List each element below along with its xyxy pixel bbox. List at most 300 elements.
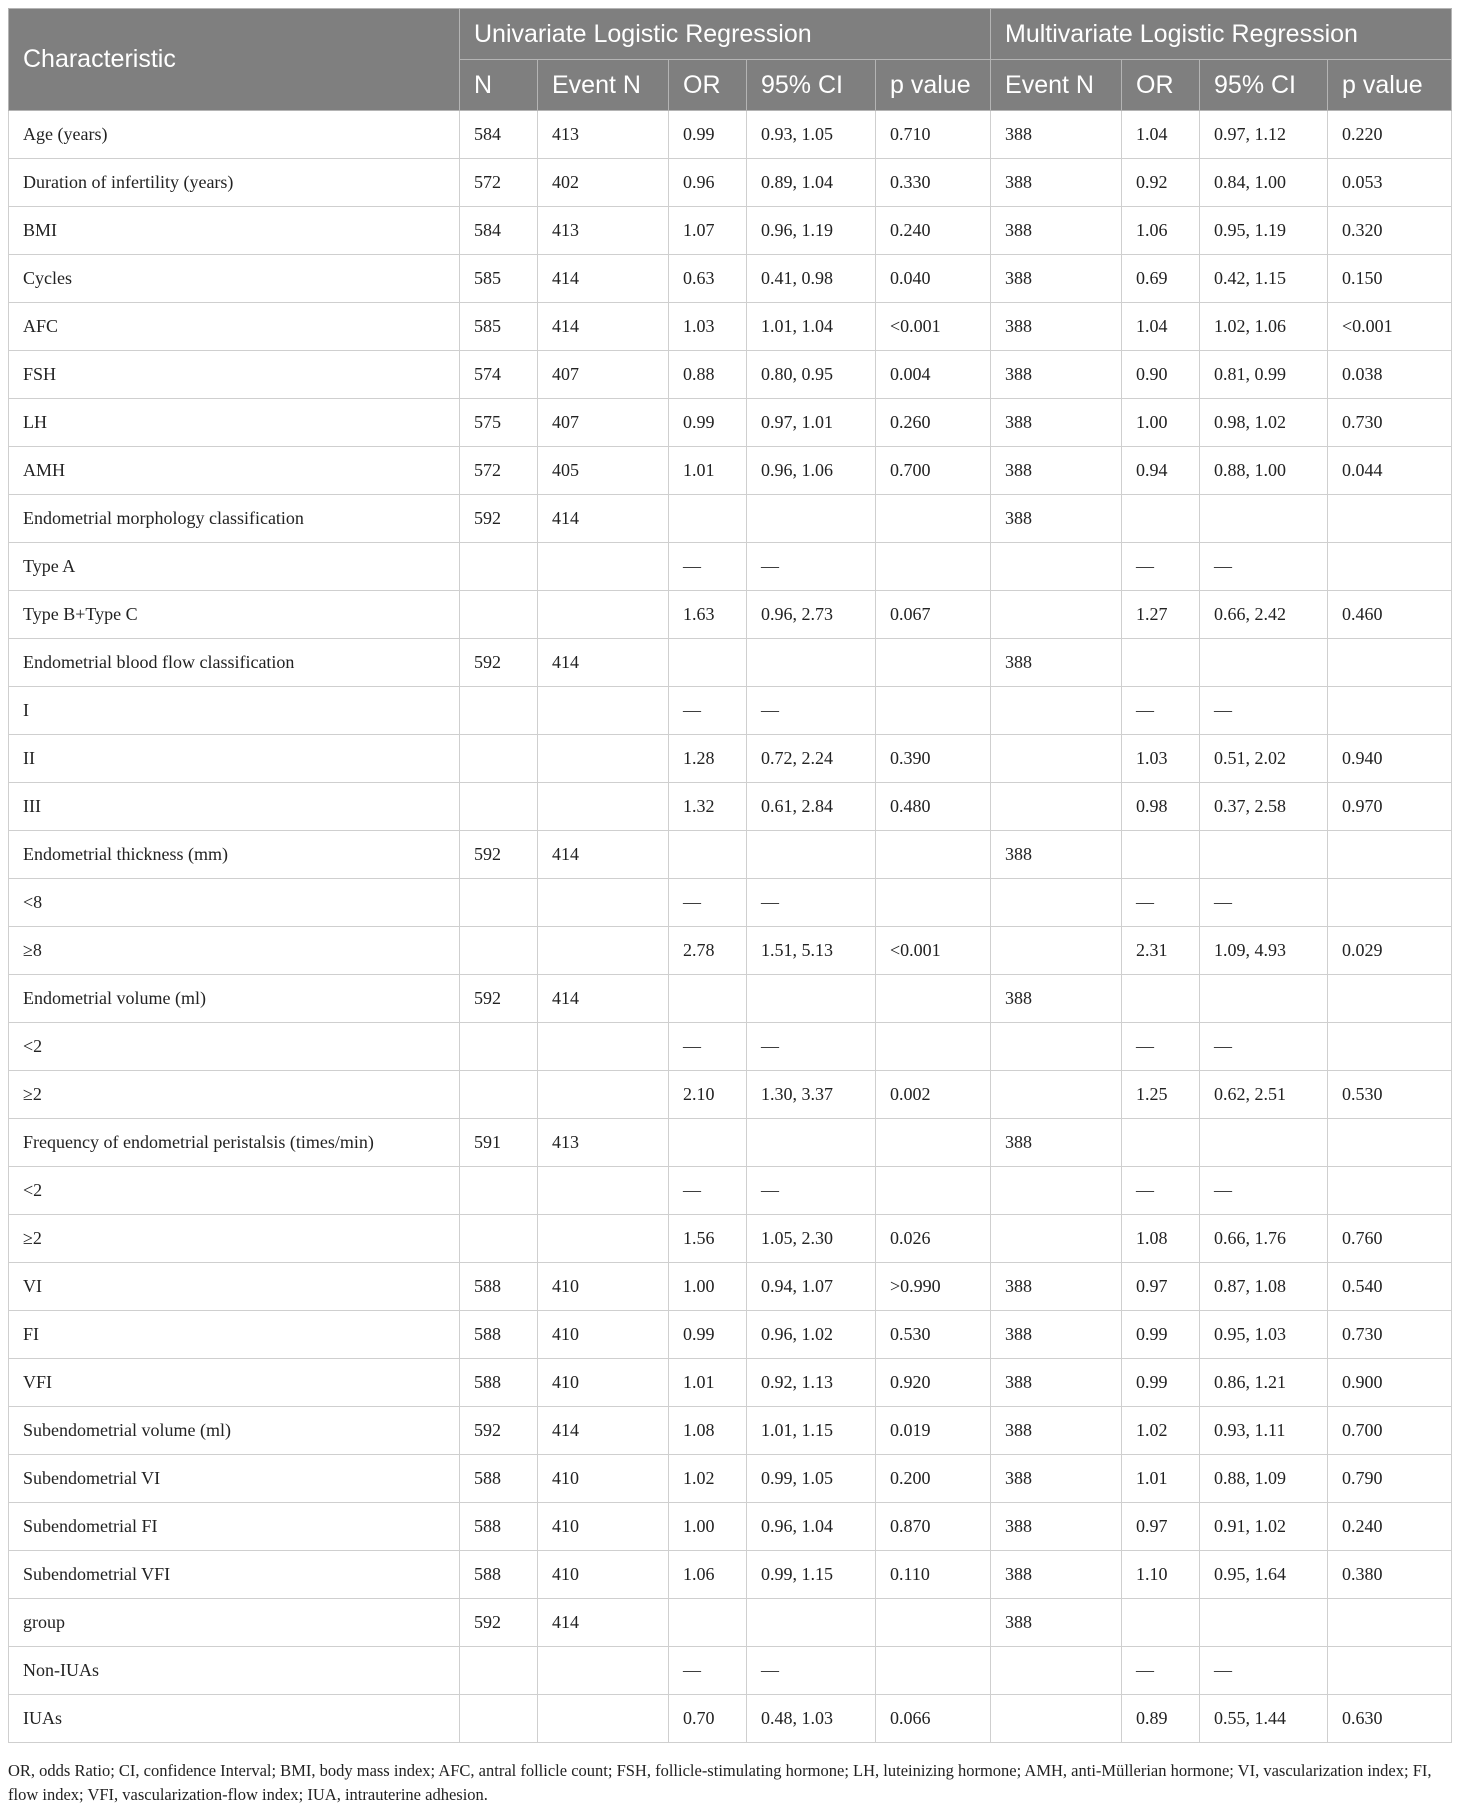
cell-multi-ci: — xyxy=(1200,687,1328,735)
table-row xyxy=(9,783,1452,831)
cell-ci: 0.80, 0.95 xyxy=(747,351,876,399)
cell-multi-p-value: 0.044 xyxy=(1328,447,1452,495)
subheader-event-n: Event N xyxy=(538,60,669,111)
cell-multi-event-n: 388 xyxy=(991,1359,1122,1407)
cell-multi-or xyxy=(1122,1119,1200,1167)
cell-event-n: 414 xyxy=(538,495,669,543)
cell-ci: — xyxy=(747,879,876,927)
cell-event-n: 402 xyxy=(538,159,669,207)
cell-p-value: 0.200 xyxy=(876,1455,991,1503)
cell-multi-event-n: 388 xyxy=(991,351,1122,399)
cell-multi-event-n xyxy=(991,1695,1122,1743)
cell-or: 2.78 xyxy=(669,927,747,975)
cell-characteristic: III xyxy=(9,783,460,831)
cell-ci: 0.92, 1.13 xyxy=(747,1359,876,1407)
cell-or: — xyxy=(669,879,747,927)
cell-multi-ci: 0.93, 1.11 xyxy=(1200,1407,1328,1455)
table-row xyxy=(9,1167,1452,1215)
table-row xyxy=(9,879,1452,927)
cell-multi-p-value: 0.760 xyxy=(1328,1215,1452,1263)
cell-multi-or: 1.04 xyxy=(1122,111,1200,159)
cell-event-n: 410 xyxy=(538,1359,669,1407)
cell-p-value: 0.026 xyxy=(876,1215,991,1263)
cell-characteristic: II xyxy=(9,735,460,783)
cell-characteristic: Subendometrial VI xyxy=(9,1455,460,1503)
cell-ci: — xyxy=(747,543,876,591)
cell-multi-p-value xyxy=(1328,1599,1452,1647)
cell-multi-p-value: 0.700 xyxy=(1328,1407,1452,1455)
cell-multi-or: 0.89 xyxy=(1122,1695,1200,1743)
cell-or: 1.01 xyxy=(669,447,747,495)
cell-multi-event-n: 388 xyxy=(991,975,1122,1023)
cell-multi-event-n: 388 xyxy=(991,1407,1122,1455)
cell-multi-p-value xyxy=(1328,1647,1452,1695)
cell-characteristic: Non-IUAs xyxy=(9,1647,460,1695)
cell-multi-or: 1.04 xyxy=(1122,303,1200,351)
cell-multi-ci: — xyxy=(1200,1647,1328,1695)
cell-or xyxy=(669,831,747,879)
cell-event-n xyxy=(538,783,669,831)
cell-characteristic: BMI xyxy=(9,207,460,255)
cell-characteristic: FSH xyxy=(9,351,460,399)
cell-ci: 0.96, 1.04 xyxy=(747,1503,876,1551)
cell-ci: 0.94, 1.07 xyxy=(747,1263,876,1311)
cell-multi-event-n xyxy=(991,735,1122,783)
cell-multi-or: 1.27 xyxy=(1122,591,1200,639)
header-characteristic: Characteristic xyxy=(9,9,460,111)
cell-multi-ci: — xyxy=(1200,879,1328,927)
cell-multi-ci: 0.88, 1.09 xyxy=(1200,1455,1328,1503)
cell-multi-or: 0.99 xyxy=(1122,1359,1200,1407)
cell-or: 0.70 xyxy=(669,1695,747,1743)
cell-ci xyxy=(747,975,876,1023)
cell-p-value xyxy=(876,495,991,543)
cell-multi-event-n: 388 xyxy=(991,1119,1122,1167)
cell-n: 588 xyxy=(460,1551,538,1599)
cell-ci: 0.99, 1.15 xyxy=(747,1551,876,1599)
cell-multi-event-n: 388 xyxy=(991,1311,1122,1359)
cell-ci: 0.96, 1.06 xyxy=(747,447,876,495)
cell-ci: 0.96, 1.19 xyxy=(747,207,876,255)
cell-event-n: 414 xyxy=(538,831,669,879)
cell-p-value xyxy=(876,1119,991,1167)
cell-or xyxy=(669,495,747,543)
cell-multi-ci xyxy=(1200,1119,1328,1167)
cell-characteristic: ≥8 xyxy=(9,927,460,975)
cell-p-value: 0.870 xyxy=(876,1503,991,1551)
cell-multi-or: — xyxy=(1122,1647,1200,1695)
cell-characteristic: group xyxy=(9,1599,460,1647)
cell-multi-p-value: 0.460 xyxy=(1328,591,1452,639)
cell-n: 575 xyxy=(460,399,538,447)
cell-characteristic: Endometrial blood flow classification xyxy=(9,639,460,687)
cell-ci xyxy=(747,831,876,879)
cell-multi-or: 0.90 xyxy=(1122,351,1200,399)
cell-or: 0.63 xyxy=(669,255,747,303)
cell-n: 588 xyxy=(460,1503,538,1551)
cell-n xyxy=(460,687,538,735)
cell-p-value xyxy=(876,543,991,591)
cell-n: 591 xyxy=(460,1119,538,1167)
cell-multi-event-n xyxy=(991,927,1122,975)
cell-multi-event-n: 388 xyxy=(991,1263,1122,1311)
cell-multi-ci: 0.37, 2.58 xyxy=(1200,783,1328,831)
cell-p-value: 0.002 xyxy=(876,1071,991,1119)
cell-multi-p-value: 0.220 xyxy=(1328,111,1452,159)
cell-multi-p-value xyxy=(1328,1119,1452,1167)
cell-multi-ci: 0.88, 1.00 xyxy=(1200,447,1328,495)
cell-ci: 0.93, 1.05 xyxy=(747,111,876,159)
subheader-n: N xyxy=(460,60,538,111)
cell-characteristic: Type B+Type C xyxy=(9,591,460,639)
cell-event-n: 410 xyxy=(538,1455,669,1503)
cell-p-value: 0.920 xyxy=(876,1359,991,1407)
cell-multi-ci: 1.02, 1.06 xyxy=(1200,303,1328,351)
cell-characteristic: Endometrial morphology classification xyxy=(9,495,460,543)
cell-or: — xyxy=(669,687,747,735)
cell-or: 0.96 xyxy=(669,159,747,207)
cell-event-n xyxy=(538,1647,669,1695)
cell-multi-event-n: 388 xyxy=(991,1455,1122,1503)
cell-multi-or: — xyxy=(1122,1167,1200,1215)
cell-p-value xyxy=(876,1647,991,1695)
cell-multi-event-n xyxy=(991,1023,1122,1071)
cell-multi-ci: 0.81, 0.99 xyxy=(1200,351,1328,399)
cell-p-value xyxy=(876,1599,991,1647)
cell-p-value xyxy=(876,1167,991,1215)
cell-multi-p-value: 0.790 xyxy=(1328,1455,1452,1503)
cell-multi-or: 0.94 xyxy=(1122,447,1200,495)
cell-multi-ci: — xyxy=(1200,1167,1328,1215)
cell-characteristic: Type A xyxy=(9,543,460,591)
cell-n: 572 xyxy=(460,447,538,495)
cell-multi-event-n xyxy=(991,1167,1122,1215)
cell-or: 1.63 xyxy=(669,591,747,639)
cell-n: 592 xyxy=(460,1407,538,1455)
cell-multi-ci xyxy=(1200,639,1328,687)
cell-event-n: 410 xyxy=(538,1503,669,1551)
cell-event-n: 410 xyxy=(538,1551,669,1599)
table-row xyxy=(9,735,1452,783)
cell-event-n: 414 xyxy=(538,1599,669,1647)
subheader-multi-event-n: Event N xyxy=(991,60,1122,111)
cell-n: 592 xyxy=(460,831,538,879)
cell-multi-ci: 1.09, 4.93 xyxy=(1200,927,1328,975)
cell-multi-event-n xyxy=(991,1215,1122,1263)
cell-n: 588 xyxy=(460,1311,538,1359)
cell-characteristic: Subendometrial volume (ml) xyxy=(9,1407,460,1455)
header-multivariate: Multivariate Logistic Regression xyxy=(991,9,1452,60)
cell-multi-event-n: 388 xyxy=(991,111,1122,159)
cell-ci xyxy=(747,1119,876,1167)
cell-multi-ci: 0.97, 1.12 xyxy=(1200,111,1328,159)
cell-multi-ci: 0.95, 1.03 xyxy=(1200,1311,1328,1359)
cell-or: 1.03 xyxy=(669,303,747,351)
cell-or: 1.06 xyxy=(669,1551,747,1599)
cell-event-n: 410 xyxy=(538,1311,669,1359)
cell-n: 585 xyxy=(460,303,538,351)
table-row xyxy=(9,1695,1452,1743)
cell-multi-or: — xyxy=(1122,543,1200,591)
subheader-p-value: p value xyxy=(876,60,991,111)
cell-or: 0.99 xyxy=(669,1311,747,1359)
cell-multi-or: 1.01 xyxy=(1122,1455,1200,1503)
cell-event-n xyxy=(538,1215,669,1263)
cell-p-value: <0.001 xyxy=(876,303,991,351)
table-body xyxy=(9,111,1452,1743)
cell-multi-event-n xyxy=(991,543,1122,591)
cell-p-value: 0.110 xyxy=(876,1551,991,1599)
cell-or xyxy=(669,975,747,1023)
cell-n: 584 xyxy=(460,111,538,159)
cell-multi-p-value: 0.730 xyxy=(1328,399,1452,447)
cell-p-value: 0.480 xyxy=(876,783,991,831)
cell-ci: 0.89, 1.04 xyxy=(747,159,876,207)
cell-characteristic: Duration of infertility (years) xyxy=(9,159,460,207)
cell-p-value: >0.990 xyxy=(876,1263,991,1311)
cell-characteristic: AFC xyxy=(9,303,460,351)
regression-table xyxy=(8,8,1452,1743)
cell-multi-p-value xyxy=(1328,831,1452,879)
cell-multi-event-n: 388 xyxy=(991,207,1122,255)
table-row xyxy=(9,927,1452,975)
cell-or: 1.08 xyxy=(669,1407,747,1455)
cell-multi-p-value: 0.320 xyxy=(1328,207,1452,255)
table-row xyxy=(9,1551,1452,1599)
cell-multi-or: 0.97 xyxy=(1122,1263,1200,1311)
cell-multi-event-n: 388 xyxy=(991,303,1122,351)
cell-multi-p-value: 0.540 xyxy=(1328,1263,1452,1311)
cell-ci: — xyxy=(747,1167,876,1215)
table-row xyxy=(9,1455,1452,1503)
cell-multi-p-value xyxy=(1328,879,1452,927)
cell-ci: 1.01, 1.04 xyxy=(747,303,876,351)
cell-multi-ci xyxy=(1200,495,1328,543)
cell-event-n: 405 xyxy=(538,447,669,495)
cell-p-value xyxy=(876,975,991,1023)
cell-multi-p-value: 0.029 xyxy=(1328,927,1452,975)
cell-n: 588 xyxy=(460,1359,538,1407)
cell-or: 1.00 xyxy=(669,1503,747,1551)
cell-event-n xyxy=(538,927,669,975)
table-row xyxy=(9,1071,1452,1119)
cell-multi-event-n: 388 xyxy=(991,255,1122,303)
table-row xyxy=(9,1407,1452,1455)
cell-n: 592 xyxy=(460,639,538,687)
cell-ci: 0.41, 0.98 xyxy=(747,255,876,303)
cell-multi-ci: 0.66, 2.42 xyxy=(1200,591,1328,639)
cell-n xyxy=(460,543,538,591)
table-row xyxy=(9,543,1452,591)
cell-multi-p-value xyxy=(1328,1167,1452,1215)
cell-or xyxy=(669,1119,747,1167)
cell-n xyxy=(460,879,538,927)
cell-event-n: 413 xyxy=(538,1119,669,1167)
cell-p-value xyxy=(876,687,991,735)
cell-event-n: 414 xyxy=(538,303,669,351)
cell-multi-or: 0.69 xyxy=(1122,255,1200,303)
cell-multi-or xyxy=(1122,975,1200,1023)
cell-multi-event-n: 388 xyxy=(991,1503,1122,1551)
cell-multi-event-n: 388 xyxy=(991,495,1122,543)
cell-p-value: 0.240 xyxy=(876,207,991,255)
cell-multi-or: 0.99 xyxy=(1122,1311,1200,1359)
cell-or: 1.02 xyxy=(669,1455,747,1503)
cell-multi-ci: 0.62, 2.51 xyxy=(1200,1071,1328,1119)
cell-event-n xyxy=(538,591,669,639)
cell-p-value xyxy=(876,879,991,927)
table-row xyxy=(9,831,1452,879)
table-row xyxy=(9,1599,1452,1647)
cell-multi-event-n: 388 xyxy=(991,1599,1122,1647)
cell-ci xyxy=(747,1599,876,1647)
cell-multi-p-value xyxy=(1328,687,1452,735)
subheader-or: OR xyxy=(669,60,747,111)
cell-event-n: 414 xyxy=(538,639,669,687)
cell-characteristic: <2 xyxy=(9,1167,460,1215)
subheader-ci: 95% CI xyxy=(747,60,876,111)
cell-multi-event-n xyxy=(991,1071,1122,1119)
cell-or: 1.56 xyxy=(669,1215,747,1263)
cell-multi-or: 0.97 xyxy=(1122,1503,1200,1551)
cell-ci xyxy=(747,495,876,543)
cell-multi-p-value: 0.380 xyxy=(1328,1551,1452,1599)
cell-multi-event-n: 388 xyxy=(991,447,1122,495)
cell-characteristic: ≥2 xyxy=(9,1071,460,1119)
cell-characteristic: ≥2 xyxy=(9,1215,460,1263)
cell-multi-or: — xyxy=(1122,879,1200,927)
cell-p-value: 0.700 xyxy=(876,447,991,495)
cell-multi-p-value: 0.940 xyxy=(1328,735,1452,783)
cell-n xyxy=(460,735,538,783)
cell-multi-or xyxy=(1122,1599,1200,1647)
cell-event-n: 413 xyxy=(538,111,669,159)
cell-ci: 1.51, 5.13 xyxy=(747,927,876,975)
table-row xyxy=(9,399,1452,447)
cell-multi-event-n: 388 xyxy=(991,159,1122,207)
cell-multi-ci xyxy=(1200,831,1328,879)
cell-multi-event-n: 388 xyxy=(991,831,1122,879)
cell-n xyxy=(460,783,538,831)
cell-ci: 0.96, 2.73 xyxy=(747,591,876,639)
cell-multi-p-value xyxy=(1328,639,1452,687)
cell-multi-p-value: 0.730 xyxy=(1328,1311,1452,1359)
cell-characteristic: Age (years) xyxy=(9,111,460,159)
table-row xyxy=(9,1359,1452,1407)
subheader-multi-or: OR xyxy=(1122,60,1200,111)
cell-multi-ci: 0.42, 1.15 xyxy=(1200,255,1328,303)
table-row xyxy=(9,1263,1452,1311)
cell-multi-event-n xyxy=(991,879,1122,927)
table-row xyxy=(9,255,1452,303)
cell-or xyxy=(669,1599,747,1647)
cell-event-n: 407 xyxy=(538,351,669,399)
cell-ci xyxy=(747,639,876,687)
cell-event-n xyxy=(538,1167,669,1215)
cell-n xyxy=(460,1215,538,1263)
cell-p-value: 0.530 xyxy=(876,1311,991,1359)
cell-or: 2.10 xyxy=(669,1071,747,1119)
table-row xyxy=(9,639,1452,687)
cell-multi-ci: 0.86, 1.21 xyxy=(1200,1359,1328,1407)
cell-p-value: 0.390 xyxy=(876,735,991,783)
cell-multi-ci: 0.55, 1.44 xyxy=(1200,1695,1328,1743)
cell-characteristic: Subendometrial VFI xyxy=(9,1551,460,1599)
cell-characteristic: FI xyxy=(9,1311,460,1359)
cell-multi-or: 1.25 xyxy=(1122,1071,1200,1119)
cell-ci: — xyxy=(747,687,876,735)
cell-characteristic: VI xyxy=(9,1263,460,1311)
cell-multi-event-n xyxy=(991,687,1122,735)
table-row xyxy=(9,1215,1452,1263)
cell-multi-p-value: 0.038 xyxy=(1328,351,1452,399)
cell-characteristic: VFI xyxy=(9,1359,460,1407)
cell-n: 588 xyxy=(460,1263,538,1311)
cell-multi-or: 1.06 xyxy=(1122,207,1200,255)
cell-ci: 1.05, 2.30 xyxy=(747,1215,876,1263)
table-row xyxy=(9,303,1452,351)
cell-multi-ci xyxy=(1200,975,1328,1023)
table-row xyxy=(9,687,1452,735)
table-row xyxy=(9,591,1452,639)
cell-or: 1.28 xyxy=(669,735,747,783)
cell-multi-p-value: 0.530 xyxy=(1328,1071,1452,1119)
cell-event-n xyxy=(538,543,669,591)
cell-characteristic: <8 xyxy=(9,879,460,927)
cell-n: 572 xyxy=(460,159,538,207)
cell-or xyxy=(669,639,747,687)
cell-or: 1.32 xyxy=(669,783,747,831)
cell-multi-ci: 0.91, 1.02 xyxy=(1200,1503,1328,1551)
cell-or: — xyxy=(669,1647,747,1695)
cell-ci: 0.96, 1.02 xyxy=(747,1311,876,1359)
cell-n: 592 xyxy=(460,495,538,543)
cell-multi-ci: 0.66, 1.76 xyxy=(1200,1215,1328,1263)
cell-event-n: 414 xyxy=(538,255,669,303)
cell-n xyxy=(460,1167,538,1215)
cell-p-value: 0.040 xyxy=(876,255,991,303)
cell-multi-ci: 0.95, 1.64 xyxy=(1200,1551,1328,1599)
table-row xyxy=(9,1647,1452,1695)
cell-event-n: 414 xyxy=(538,1407,669,1455)
cell-n xyxy=(460,1647,538,1695)
cell-multi-p-value: 0.150 xyxy=(1328,255,1452,303)
subheader-multi-ci: 95% CI xyxy=(1200,60,1328,111)
cell-characteristic: Subendometrial FI xyxy=(9,1503,460,1551)
cell-or: — xyxy=(669,543,747,591)
cell-event-n xyxy=(538,687,669,735)
cell-event-n: 414 xyxy=(538,975,669,1023)
cell-n: 592 xyxy=(460,1599,538,1647)
cell-p-value xyxy=(876,1023,991,1071)
cell-n: 588 xyxy=(460,1455,538,1503)
cell-multi-p-value xyxy=(1328,495,1452,543)
table-row xyxy=(9,351,1452,399)
cell-ci: — xyxy=(747,1023,876,1071)
cell-characteristic: Frequency of endometrial peristalsis (times/min) xyxy=(9,1119,460,1167)
cell-characteristic: Endometrial volume (ml) xyxy=(9,975,460,1023)
table-row xyxy=(9,1023,1452,1071)
cell-multi-p-value: <0.001 xyxy=(1328,303,1452,351)
cell-p-value: 0.004 xyxy=(876,351,991,399)
cell-n xyxy=(460,1695,538,1743)
cell-multi-p-value xyxy=(1328,543,1452,591)
cell-multi-or: 1.10 xyxy=(1122,1551,1200,1599)
cell-multi-p-value: 0.630 xyxy=(1328,1695,1452,1743)
cell-multi-p-value xyxy=(1328,975,1452,1023)
cell-or: 1.00 xyxy=(669,1263,747,1311)
cell-event-n xyxy=(538,879,669,927)
